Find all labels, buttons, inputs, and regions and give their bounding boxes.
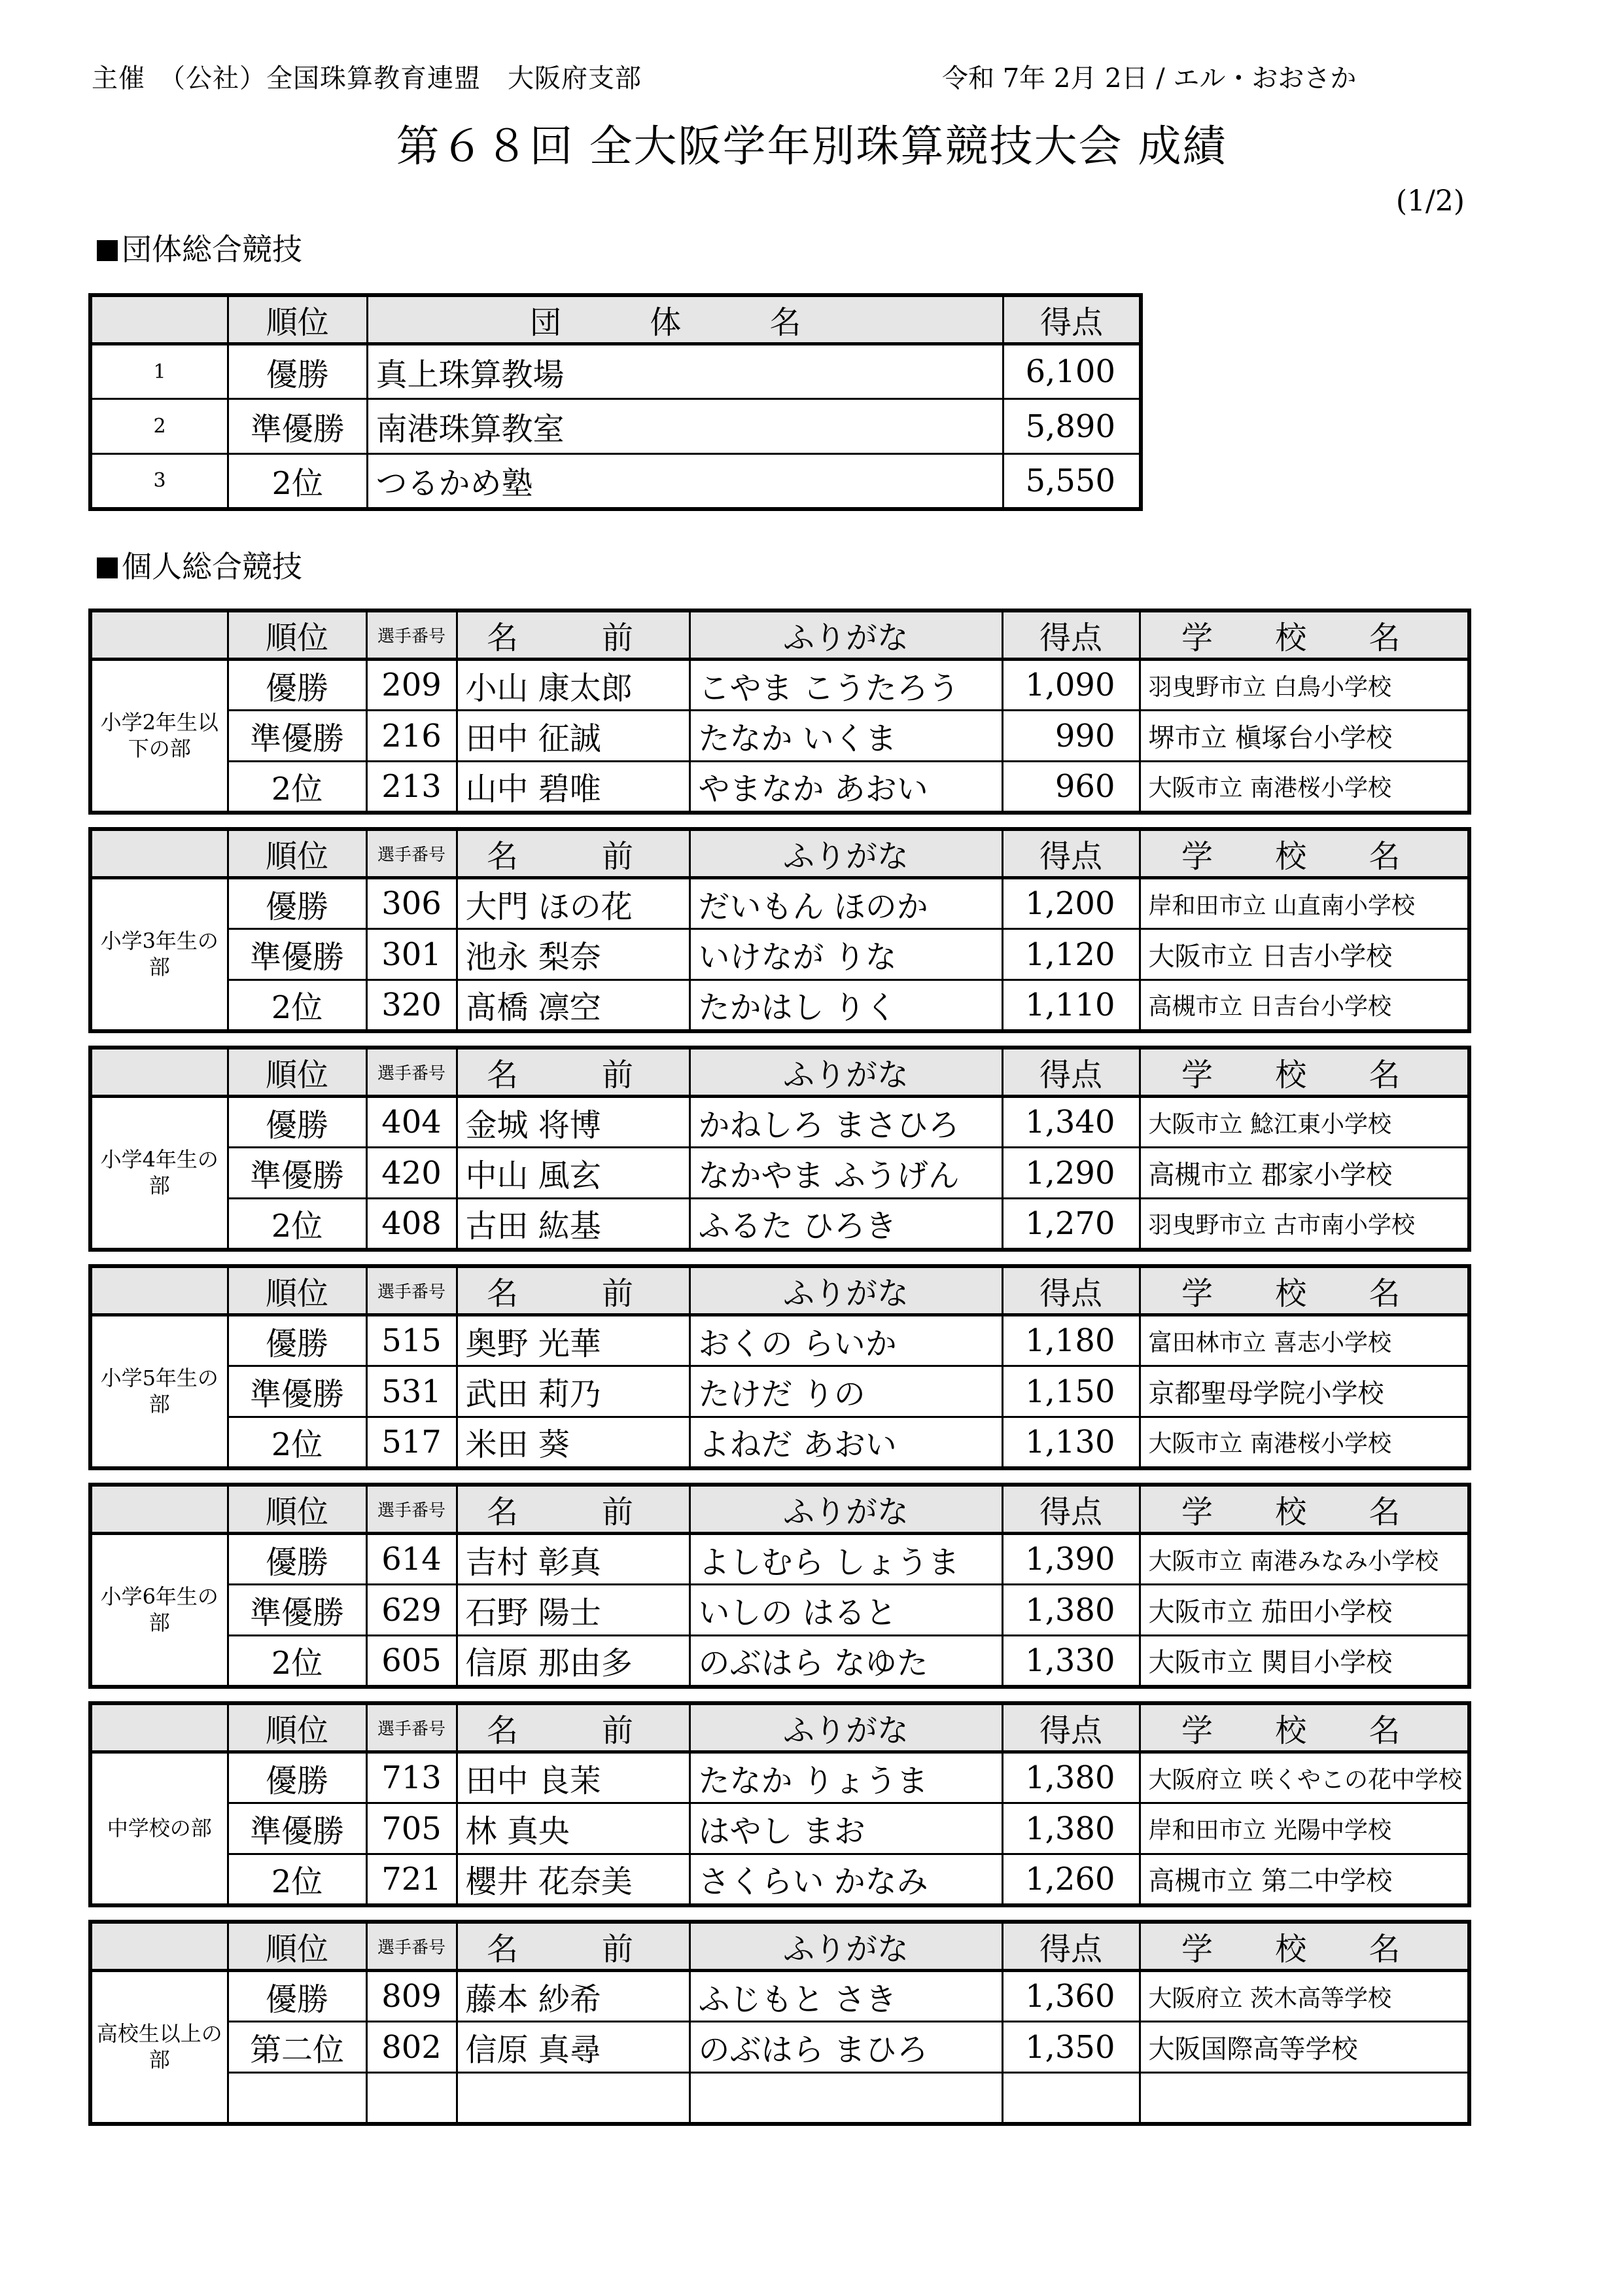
header-school: 学 校 名 <box>1140 610 1469 660</box>
school-cell: 大阪市立 鯰江東小学校 <box>1140 1097 1469 1148</box>
name-cell: 吉村 彰真 <box>457 1534 689 1585</box>
rank-cell: 優勝 <box>228 1097 366 1148</box>
score-cell: 1,380 <box>1002 1752 1140 1803</box>
name-cell: 山中 碧唯 <box>457 762 689 813</box>
furigana-cell: たけだ りの <box>689 1366 1002 1417</box>
header-blank <box>90 1922 228 1971</box>
score-cell: 990 <box>1002 711 1140 762</box>
furigana-cell <box>689 2073 1002 2124</box>
school-cell: 京都聖母学院小学校 <box>1140 1366 1469 1417</box>
result-row <box>90 1366 1469 1417</box>
result-row <box>90 929 1469 980</box>
entry-number-cell: 213 <box>366 762 457 813</box>
header-rank: 順位 <box>228 1048 366 1097</box>
school-cell: 羽曳野市立 白鳥小学校 <box>1140 660 1469 711</box>
result-row <box>90 1097 1469 1148</box>
name-cell: 田中 良茉 <box>457 1752 689 1803</box>
page-title: 第６８回 全大阪学年別珠算競技大会 成績 <box>396 121 1227 171</box>
team-header-row <box>90 295 1141 344</box>
division-table <box>88 1046 1471 1252</box>
team-score: 5,890 <box>1003 399 1141 454</box>
header-rank: 順位 <box>228 610 366 660</box>
header-score: 得点 <box>1002 1485 1140 1534</box>
furigana-cell: だいもん ほのか <box>689 878 1002 929</box>
result-row <box>90 1803 1469 1854</box>
name-cell: 武田 莉乃 <box>457 1366 689 1417</box>
entry-number-cell: 517 <box>366 1417 457 1468</box>
header-furigana: ふりがな <box>689 1703 1002 1752</box>
rank-cell: 準優勝 <box>228 1366 366 1417</box>
team-name: 真上珠算教場 <box>367 344 1003 399</box>
header-entry-number: 選手番号 <box>366 829 457 878</box>
header-score: 得点 <box>1002 1266 1140 1315</box>
furigana-cell: よねだ あおい <box>689 1417 1002 1468</box>
team-name: 南港珠算教室 <box>367 399 1003 454</box>
team-header-score: 得点 <box>1003 295 1141 344</box>
result-row <box>90 1148 1469 1199</box>
header-score: 得点 <box>1002 1048 1140 1097</box>
school-cell: 大阪府立 咲くやこの花中学校 <box>1140 1752 1469 1803</box>
division-table <box>88 827 1471 1033</box>
organizer: 主催 （公社）全国珠算教育連盟 大阪府支部 <box>92 63 642 94</box>
entry-number-cell: 404 <box>366 1097 457 1148</box>
score-cell: 1,130 <box>1002 1417 1140 1468</box>
school-cell: 富田林市立 喜志小学校 <box>1140 1315 1469 1366</box>
furigana-cell: よしむら しょうま <box>689 1534 1002 1585</box>
school-cell: 岸和田市立 山直南小学校 <box>1140 878 1469 929</box>
entry-number-cell: 209 <box>366 660 457 711</box>
rank-cell: 優勝 <box>228 1971 366 2022</box>
name-cell: 米田 葵 <box>457 1417 689 1468</box>
header-furigana: ふりがな <box>689 610 1002 660</box>
header-school: 学 校 名 <box>1140 829 1469 878</box>
name-cell: 金城 将博 <box>457 1097 689 1148</box>
rank-cell: 2位 <box>228 1636 366 1687</box>
entry-number-cell: 408 <box>366 1199 457 1250</box>
furigana-cell: かねしろ まさひろ <box>689 1097 1002 1148</box>
header-furigana: ふりがな <box>689 1922 1002 1971</box>
score-cell: 1,350 <box>1002 2022 1140 2073</box>
score-cell: 1,390 <box>1002 1534 1140 1585</box>
name-cell: 藤本 紗希 <box>457 1971 689 2022</box>
team-rank: 2位 <box>228 454 368 509</box>
division-table <box>88 1264 1471 1470</box>
header-name: 名 前 <box>457 1703 689 1752</box>
header-blank <box>90 1703 228 1752</box>
header-furigana: ふりがな <box>689 1266 1002 1315</box>
result-row <box>90 1417 1469 1468</box>
score-cell: 1,340 <box>1002 1097 1140 1148</box>
header-name: 名 前 <box>457 610 689 660</box>
name-cell: 石野 陽士 <box>457 1585 689 1636</box>
team-row-number: 2 <box>90 399 228 454</box>
rank-cell: 2位 <box>228 1854 366 1905</box>
header-name: 名 前 <box>457 1266 689 1315</box>
team-row <box>90 399 1141 454</box>
header-furigana: ふりがな <box>689 829 1002 878</box>
rank-cell: 優勝 <box>228 1534 366 1585</box>
school-cell: 大阪市立 日吉小学校 <box>1140 929 1469 980</box>
school-cell: 大阪国際高等学校 <box>1140 2022 1469 2073</box>
score-cell: 1,180 <box>1002 1315 1140 1366</box>
rank-cell: 準優勝 <box>228 1803 366 1854</box>
team-header-rank: 順位 <box>228 295 368 344</box>
header-score: 得点 <box>1002 1703 1140 1752</box>
result-row <box>90 762 1469 813</box>
header-blank <box>90 1266 228 1315</box>
entry-number-cell: 802 <box>366 2022 457 2073</box>
school-cell <box>1140 2073 1469 2124</box>
header-entry-number: 選手番号 <box>366 1703 457 1752</box>
entry-number-cell <box>366 2073 457 2124</box>
division-table <box>88 1701 1471 1907</box>
score-cell: 1,260 <box>1002 1854 1140 1905</box>
division-label: 小学4年生の部 <box>90 1097 228 1250</box>
school-cell: 羽曳野市立 古市南小学校 <box>1140 1199 1469 1250</box>
furigana-cell: なかやま ふうげん <box>689 1148 1002 1199</box>
entry-number-cell: 301 <box>366 929 457 980</box>
furigana-cell: さくらい かなみ <box>689 1854 1002 1905</box>
school-cell: 大阪市立 関目小学校 <box>1140 1636 1469 1687</box>
furigana-cell: たかはし りく <box>689 980 1002 1031</box>
header-name: 名 前 <box>457 1485 689 1534</box>
header-name: 名 前 <box>457 1048 689 1097</box>
team-section-heading: 団体総合競技 <box>97 226 302 269</box>
name-cell: 奥野 光華 <box>457 1315 689 1366</box>
team-header-no <box>90 295 228 344</box>
team-results-table <box>88 293 1143 511</box>
team-row <box>90 454 1141 509</box>
date-place: 令和 7年 2月 2日 / エル・おおさか <box>942 63 1357 94</box>
result-row <box>90 1534 1469 1585</box>
score-cell: 1,380 <box>1002 1585 1140 1636</box>
division-header-row <box>90 1048 1469 1097</box>
entry-number-cell: 306 <box>366 878 457 929</box>
name-cell: 櫻井 花奈美 <box>457 1854 689 1905</box>
result-row <box>90 1199 1469 1250</box>
entry-number-cell: 515 <box>366 1315 457 1366</box>
result-row <box>90 980 1469 1031</box>
division-label: 小学6年生の部 <box>90 1534 228 1687</box>
result-row <box>90 1636 1469 1687</box>
team-score: 6,100 <box>1003 344 1141 399</box>
score-cell: 1,330 <box>1002 1636 1140 1687</box>
score-cell: 1,290 <box>1002 1148 1140 1199</box>
name-cell: 林 真央 <box>457 1803 689 1854</box>
rank-cell: 準優勝 <box>228 1585 366 1636</box>
furigana-cell: のぶはら なゆた <box>689 1636 1002 1687</box>
name-cell: 古田 紘基 <box>457 1199 689 1250</box>
furigana-cell: いけなが りな <box>689 929 1002 980</box>
entry-number-cell: 420 <box>366 1148 457 1199</box>
score-cell: 1,110 <box>1002 980 1140 1031</box>
score-cell: 1,120 <box>1002 929 1140 980</box>
score-cell: 960 <box>1002 762 1140 813</box>
team-score: 5,550 <box>1003 454 1141 509</box>
division-header-row <box>90 610 1469 660</box>
team-row-number: 1 <box>90 344 228 399</box>
header-rank: 順位 <box>228 1703 366 1752</box>
entry-number-cell: 531 <box>366 1366 457 1417</box>
division-header-row <box>90 1485 1469 1534</box>
entry-number-cell: 713 <box>366 1752 457 1803</box>
header-rank: 順位 <box>228 1485 366 1534</box>
division-label: 小学5年生の部 <box>90 1315 228 1468</box>
furigana-cell: いしの はると <box>689 1585 1002 1636</box>
rank-cell: 準優勝 <box>228 711 366 762</box>
result-row <box>90 2022 1469 2073</box>
header-entry-number: 選手番号 <box>366 1266 457 1315</box>
header-name: 名 前 <box>457 829 689 878</box>
header-entry-number: 選手番号 <box>366 610 457 660</box>
furigana-cell: おくの らいか <box>689 1315 1002 1366</box>
entry-number-cell: 320 <box>366 980 457 1031</box>
division-table <box>88 609 1471 815</box>
team-name: つるかめ塾 <box>367 454 1003 509</box>
square-bullet-icon <box>97 557 118 578</box>
score-cell: 1,150 <box>1002 1366 1140 1417</box>
header-score: 得点 <box>1002 829 1140 878</box>
name-cell: 信原 那由多 <box>457 1636 689 1687</box>
division-header-row <box>90 1703 1469 1752</box>
division-table <box>88 1920 1471 2126</box>
school-cell: 高槻市立 日吉台小学校 <box>1140 980 1469 1031</box>
result-row <box>90 1854 1469 1905</box>
score-cell: 1,360 <box>1002 1971 1140 2022</box>
rank-cell: 2位 <box>228 1199 366 1250</box>
furigana-cell: たなか いくま <box>689 711 1002 762</box>
rank-cell <box>228 2073 366 2124</box>
name-cell: 田中 征誠 <box>457 711 689 762</box>
school-cell: 堺市立 槇塚台小学校 <box>1140 711 1469 762</box>
header-score: 得点 <box>1002 610 1140 660</box>
rank-cell: 2位 <box>228 1417 366 1468</box>
rank-cell: 準優勝 <box>228 929 366 980</box>
header-furigana: ふりがな <box>689 1048 1002 1097</box>
result-row <box>90 2073 1469 2124</box>
header-rank: 順位 <box>228 1266 366 1315</box>
header-school: 学 校 名 <box>1140 1266 1469 1315</box>
division-header-row <box>90 829 1469 878</box>
rank-cell: 2位 <box>228 980 366 1031</box>
rank-cell: 準優勝 <box>228 1148 366 1199</box>
page-number: (1/2) <box>1395 185 1465 218</box>
division-label: 高校生以上の部 <box>90 1971 228 2124</box>
header-blank <box>90 1485 228 1534</box>
entry-number-cell: 629 <box>366 1585 457 1636</box>
name-cell <box>457 2073 689 2124</box>
score-cell: 1,270 <box>1002 1199 1140 1250</box>
division-table <box>88 1483 1471 1689</box>
result-row <box>90 660 1469 711</box>
rank-cell: 優勝 <box>228 1315 366 1366</box>
school-cell: 大阪市立 茄田小学校 <box>1140 1585 1469 1636</box>
school-cell: 大阪市立 南港みなみ小学校 <box>1140 1534 1469 1585</box>
name-cell: 大門 ほの花 <box>457 878 689 929</box>
furigana-cell: やまなか あおい <box>689 762 1002 813</box>
furigana-cell: ふるた ひろき <box>689 1199 1002 1250</box>
team-row-number: 3 <box>90 454 228 509</box>
entry-number-cell: 809 <box>366 1971 457 2022</box>
school-cell: 大阪府立 茨木高等学校 <box>1140 1971 1469 2022</box>
header-blank <box>90 829 228 878</box>
result-row <box>90 1585 1469 1636</box>
rank-cell: 優勝 <box>228 878 366 929</box>
name-cell: 髙橋 凛空 <box>457 980 689 1031</box>
header-school: 学 校 名 <box>1140 1485 1469 1534</box>
header-blank <box>90 610 228 660</box>
header-entry-number: 選手番号 <box>366 1922 457 1971</box>
entry-number-cell: 614 <box>366 1534 457 1585</box>
school-cell: 大阪市立 南港桜小学校 <box>1140 1417 1469 1468</box>
name-cell: 小山 康太郎 <box>457 660 689 711</box>
school-cell: 高槻市立 郡家小学校 <box>1140 1148 1469 1199</box>
score-cell: 1,090 <box>1002 660 1140 711</box>
entry-number-cell: 216 <box>366 711 457 762</box>
team-rank: 優勝 <box>228 344 368 399</box>
result-row <box>90 878 1469 929</box>
team-header-name: 団 体 名 <box>367 295 1003 344</box>
rank-cell: 第二位 <box>228 2022 366 2073</box>
header-entry-number: 選手番号 <box>366 1048 457 1097</box>
result-row <box>90 1315 1469 1366</box>
header-school: 学 校 名 <box>1140 1048 1469 1097</box>
furigana-cell: はやし まお <box>689 1803 1002 1854</box>
header-furigana: ふりがな <box>689 1485 1002 1534</box>
square-bullet-icon <box>97 240 118 261</box>
individual-section-heading: 個人総合競技 <box>97 543 302 586</box>
division-label: 中学校の部 <box>90 1752 228 1905</box>
header-score: 得点 <box>1002 1922 1140 1971</box>
header-school: 学 校 名 <box>1140 1703 1469 1752</box>
furigana-cell: のぶはら まひろ <box>689 2022 1002 2073</box>
score-cell <box>1002 2073 1140 2124</box>
entry-number-cell: 605 <box>366 1636 457 1687</box>
result-row <box>90 1752 1469 1803</box>
result-row <box>90 1971 1469 2022</box>
team-row <box>90 344 1141 399</box>
header-rank: 順位 <box>228 829 366 878</box>
entry-number-cell: 721 <box>366 1854 457 1905</box>
school-cell: 大阪市立 南港桜小学校 <box>1140 762 1469 813</box>
header-school: 学 校 名 <box>1140 1922 1469 1971</box>
school-cell: 岸和田市立 光陽中学校 <box>1140 1803 1469 1854</box>
division-header-row <box>90 1266 1469 1315</box>
entry-number-cell: 705 <box>366 1803 457 1854</box>
rank-cell: 優勝 <box>228 1752 366 1803</box>
school-cell: 高槻市立 第二中学校 <box>1140 1854 1469 1905</box>
name-cell: 信原 真尋 <box>457 2022 689 2073</box>
furigana-cell: ふじもと さき <box>689 1971 1002 2022</box>
furigana-cell: たなか りょうま <box>689 1752 1002 1803</box>
result-row <box>90 711 1469 762</box>
team-rank: 準優勝 <box>228 399 368 454</box>
name-cell: 池永 梨奈 <box>457 929 689 980</box>
division-header-row <box>90 1922 1469 1971</box>
header-name: 名 前 <box>457 1922 689 1971</box>
score-cell: 1,380 <box>1002 1803 1140 1854</box>
score-cell: 1,200 <box>1002 878 1140 929</box>
header-entry-number: 選手番号 <box>366 1485 457 1534</box>
rank-cell: 優勝 <box>228 660 366 711</box>
header-blank <box>90 1048 228 1097</box>
division-label: 小学2年生以下の部 <box>90 660 228 813</box>
name-cell: 中山 風玄 <box>457 1148 689 1199</box>
rank-cell: 2位 <box>228 762 366 813</box>
furigana-cell: こやま こうたろう <box>689 660 1002 711</box>
header-rank: 順位 <box>228 1922 366 1971</box>
division-label: 小学3年生の部 <box>90 878 228 1031</box>
